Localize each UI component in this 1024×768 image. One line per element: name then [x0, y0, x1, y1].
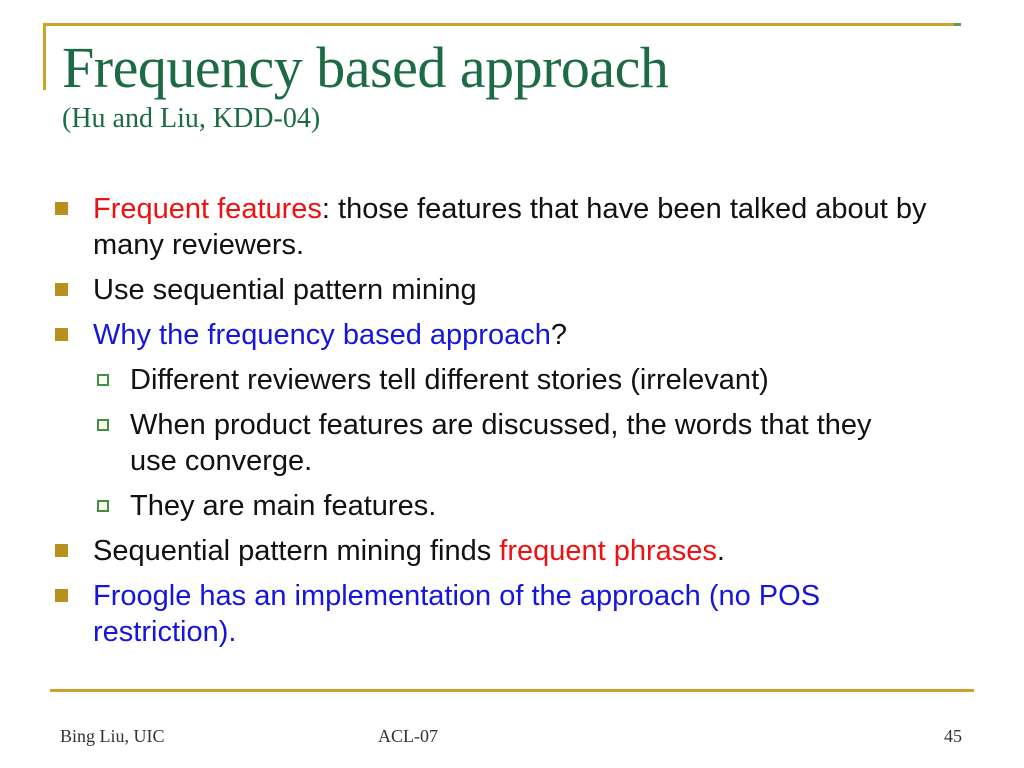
slide-body — [55, 191, 995, 650]
sub-bullet-square-icon — [97, 374, 109, 386]
sub-bullet-text — [130, 362, 769, 398]
footer-author: Bing Liu, UIC — [60, 726, 165, 746]
bullet-text — [93, 317, 567, 353]
slide-title: Frequency based approach — [62, 35, 669, 100]
bullet-text-segment: Sequential pattern mining finds — [93, 535, 500, 567]
sub-bullet-square-icon — [97, 419, 109, 431]
bullet-item — [55, 272, 995, 308]
sub-bullet-item — [55, 407, 995, 479]
bullet-item — [55, 533, 995, 569]
bullet-item — [55, 578, 995, 650]
bullet-text-segment: Why the frequency based approach — [93, 319, 551, 351]
footer-page-number: 45 — [944, 726, 962, 746]
bullet-text-segment: Use sequential pattern mining — [93, 274, 477, 306]
bullet-text-segment: Frequent features — [93, 193, 322, 225]
bullet-text-segment: : those features that have been talked about by many reviewers. — [93, 193, 927, 261]
bullet-text — [93, 533, 725, 569]
bullet-text — [93, 578, 955, 650]
bullet-square-icon — [55, 283, 68, 296]
sub-bullet-text — [130, 407, 922, 479]
sub-bullet-item — [55, 488, 995, 524]
sub-bullet-text — [130, 488, 436, 524]
bullet-text-segment: Froogle has an implementation of the approach (no POS restriction). — [93, 580, 821, 648]
slide-subtitle: (Hu and Liu, KDD-04) — [62, 102, 321, 134]
bullet-item — [55, 317, 995, 353]
top-horizontal-rule — [43, 23, 961, 26]
bullet-text — [93, 272, 477, 308]
bullet-text — [93, 191, 955, 263]
title-vertical-rule — [43, 23, 46, 90]
bullet-item — [55, 191, 995, 263]
bullet-square-icon — [55, 328, 68, 341]
bullet-text-segment: ? — [550, 319, 567, 351]
bullet-text-segment: . — [716, 535, 725, 567]
title-block — [62, 36, 992, 135]
footer — [0, 724, 1024, 750]
bottom-horizontal-rule — [50, 689, 974, 692]
bullet-text-segment: Different reviewers tell different stories (irrelevant) — [130, 364, 769, 396]
bullet-square-icon — [55, 589, 68, 602]
bullet-square-icon — [55, 202, 68, 215]
sub-bullet-item — [55, 362, 995, 398]
footer-conference: ACL-07 — [378, 726, 438, 746]
bullet-text-segment: When product features are discussed, the words that they use converge. — [130, 409, 872, 477]
sub-bullet-square-icon — [97, 500, 109, 512]
bullet-text-segment: They are main features. — [130, 490, 437, 522]
bullet-text-segment: frequent phrases — [499, 535, 717, 567]
top-rule-end-accent — [954, 23, 961, 26]
bullet-square-icon — [55, 544, 68, 557]
